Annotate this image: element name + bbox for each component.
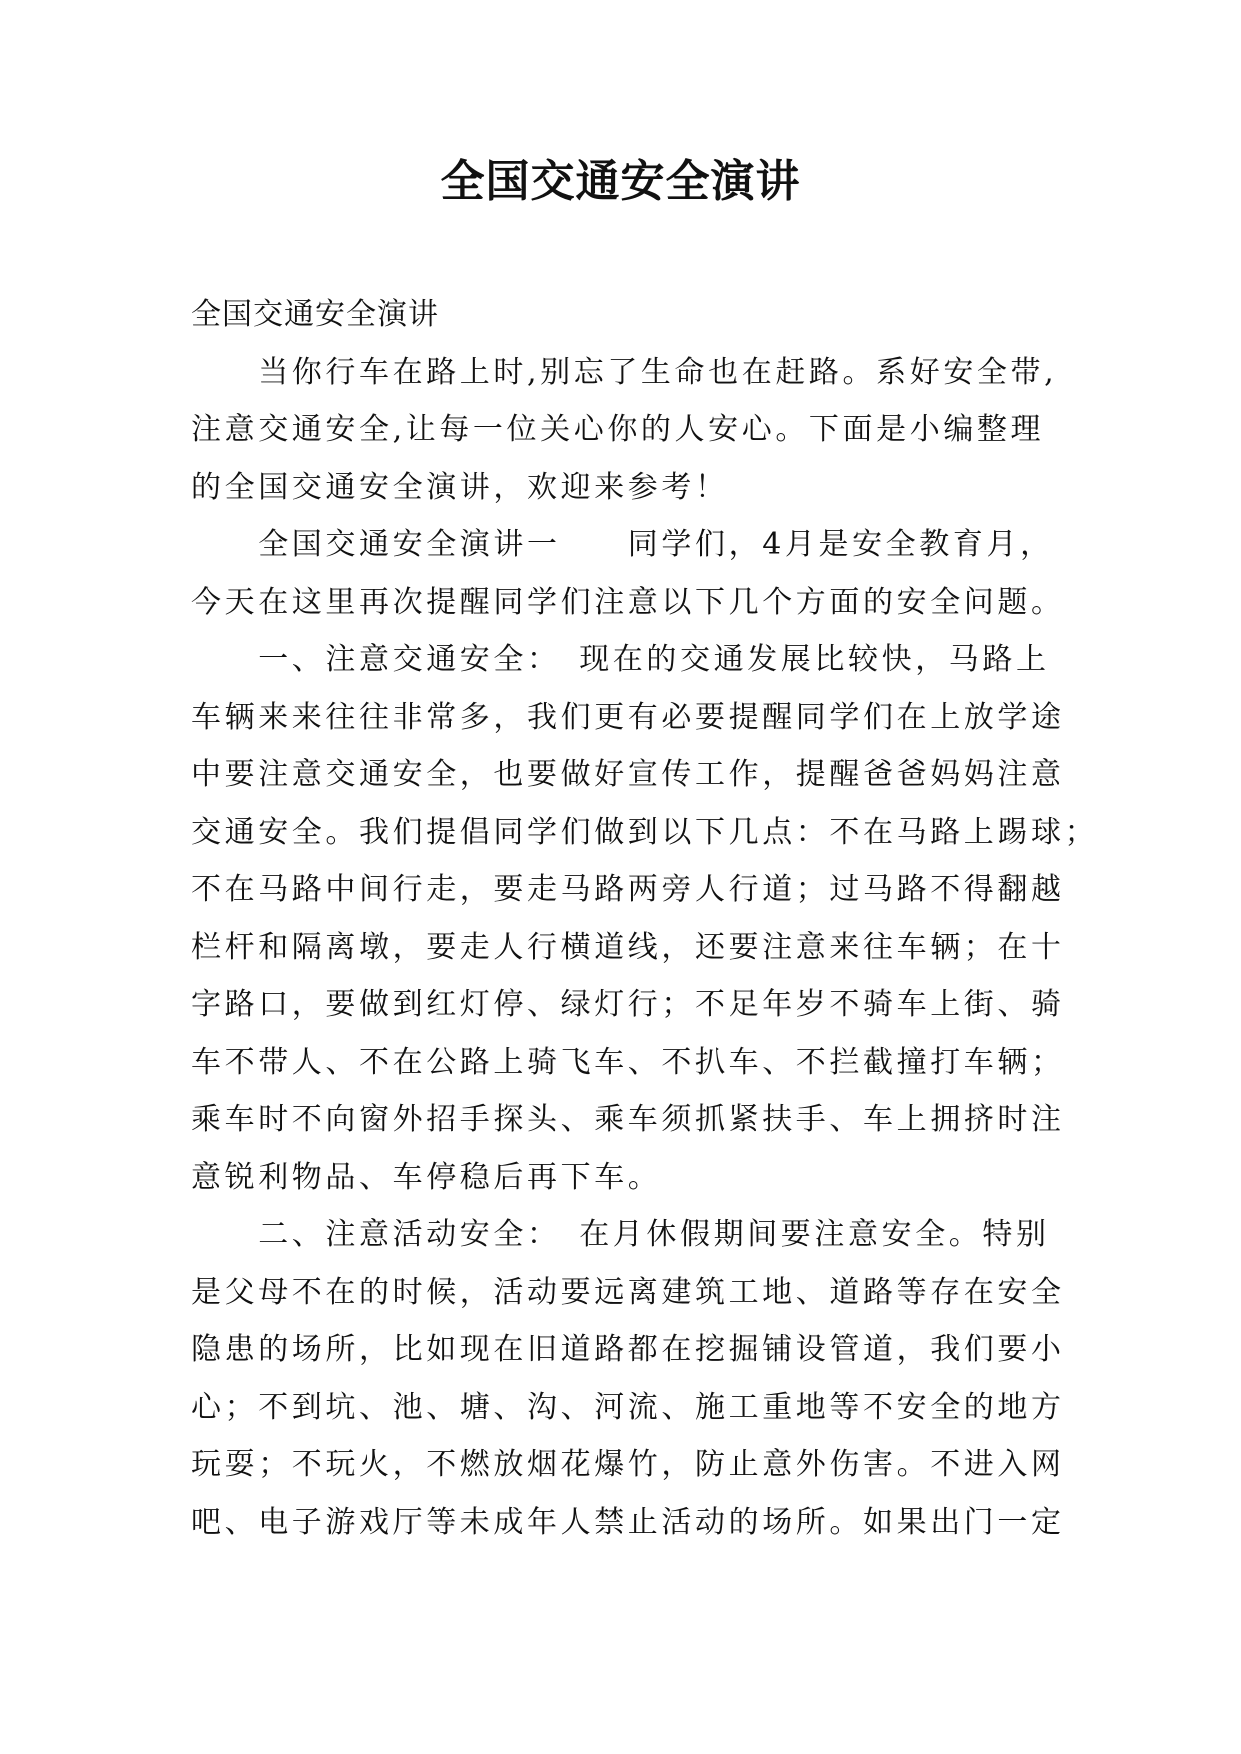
body-line: 乘车时不向窗外招手探头、乘车须抓紧扶手、车上拥挤时注 [191,1102,1065,1137]
body-line: 隐患的场所，比如现在旧道路都在挖掘铺设管道，我们要小 [191,1332,1065,1367]
body-line: 的全国交通安全演讲，欢迎来参考！ [191,469,729,505]
body-line: 注意交通安全,让每一位关心你的人安心。下面是小编整理 [191,412,1045,447]
body-line: 不在马路中间行走，要走马路两旁人行道；过马路不得翻越 [191,872,1065,907]
body-line: 栏杆和隔离墩，要走人行横道线，还要注意来往车辆；在十 [191,929,1065,965]
body-line: 全国交通安全演讲一 同学们，4月是安全教育月， [191,527,1054,562]
body-line: 字路口，要做到红灯停、绿灯行；不足年岁不骑车上街、骑 [191,987,1065,1022]
body-line: 意锐利物品、车停稳后再下车。 [191,1159,662,1195]
document-title: 全国交通安全演讲 [440,156,801,207]
body-line: 车不带人、不在公路上骑飞车、不扒车、不拦截撞打车辆； [191,1044,1065,1080]
body-line: 中要注意交通安全，也要做好宣传工作，提醒爸爸妈妈注意 [191,757,1065,792]
body-line: 车辆来来往往非常多，我们更有必要提醒同学们在上放学途 [191,699,1065,735]
document-body [191,286,1099,1551]
body-line: 是父母不在的时候，活动要远离建筑工地、道路等存在安全 [191,1274,1065,1310]
body-line: 吧、电子游戏厅等未成年人禁止活动的场所。如果出门一定 [191,1504,1065,1540]
body-line: 二、注意活动安全： 在月休假期间要注意安全。特别 [191,1217,1050,1252]
body-line: 玩耍；不玩火，不燃放烟花爆竹，防止意外伤害。不进入网 [191,1447,1065,1482]
body-line: 当你行车在路上时,别忘了生命也在赶路。系好安全带, [191,354,1058,390]
body-line: 心；不到坑、池、塘、沟、河流、施工重地等不安全的地方 [191,1389,1065,1425]
body-line: 交通安全。我们提倡同学们做到以下几点：不在马路上踢球； [191,814,1099,850]
body-line: 今天在这里再次提醒同学们注意以下几个方面的安全问题。 [191,584,1065,620]
body-line-subtitle: 全国交通安全演讲 [191,297,439,332]
body-line: 一、注意交通安全： 现在的交通发展比较快，马路上 [191,642,1050,677]
